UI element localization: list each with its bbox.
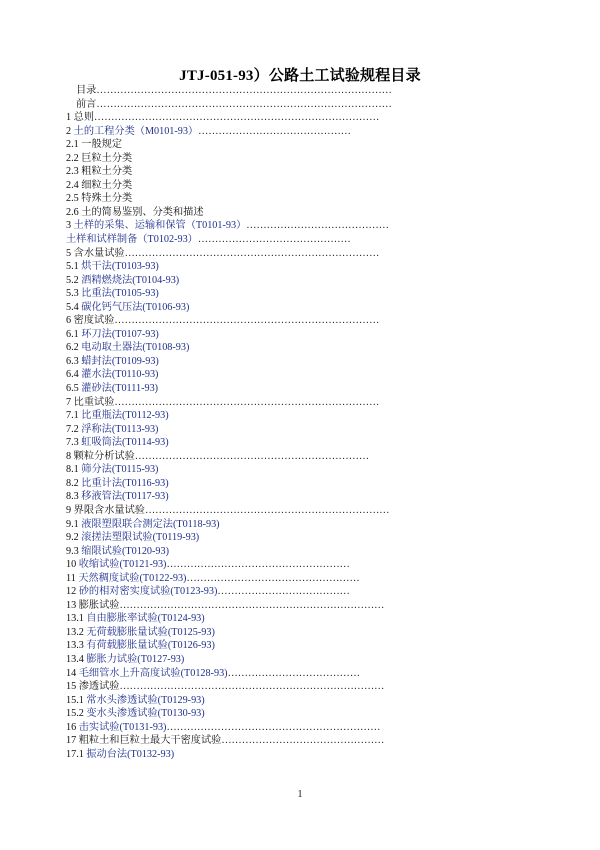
toc-entry-number: 5.2 (66, 274, 79, 286)
toc-entry-number: 15 (66, 681, 77, 693)
toc-leader-dots: ………………………………………………………………………… (94, 112, 380, 124)
toc-entry[interactable] (66, 287, 396, 301)
toc-entry-number: 13.2 (66, 626, 84, 638)
toc-entry[interactable] (66, 707, 396, 721)
toc-leader-dots: …………………………………………………………………… (114, 396, 380, 408)
toc-entry-link[interactable]: 收缩试验(T0121-93) (78, 559, 167, 571)
toc-entry-number: 6.4 (66, 369, 79, 381)
toc-entry-number: 11 (66, 572, 76, 584)
toc-entry-link[interactable]: 击实试验(T0131-93) (78, 721, 167, 733)
toc-entry[interactable] (66, 233, 396, 247)
toc-entry-label: 细粒土分类 (81, 179, 133, 191)
toc-entry[interactable] (66, 477, 396, 491)
toc-entry-link[interactable]: 常水头渗透试验(T0129-93) (86, 694, 205, 706)
toc-entry[interactable] (66, 572, 396, 586)
toc-entry-link[interactable]: 比重法(T0105-93) (81, 288, 159, 300)
toc-entry[interactable] (66, 721, 396, 735)
toc-leader-dots: ……………………………………………………… (166, 721, 381, 733)
toc-entry-number: 16 (66, 721, 77, 733)
toc-leader-dots: ………………………………………………………………… (124, 247, 380, 259)
toc-entry-number: 8.2 (66, 477, 79, 489)
toc-entry[interactable] (66, 219, 396, 233)
toc-leader-dots: ……………………………………………………………… (144, 504, 390, 516)
toc-entry-number: 15.1 (66, 694, 84, 706)
toc-entry[interactable] (66, 558, 396, 572)
toc-entry-link[interactable]: 比重计法(T0116-93) (81, 477, 169, 489)
toc-entry (66, 206, 396, 220)
toc-entry-link[interactable]: 缩限试验(T0120-93) (81, 545, 169, 557)
toc-entry-number: 13.1 (66, 613, 84, 625)
toc-entry-number: 1 (66, 112, 72, 124)
toc-entry-number: 6.3 (66, 355, 79, 367)
toc-entry-link[interactable]: 浮称法(T0113-93) (81, 423, 159, 435)
toc-entry[interactable] (66, 423, 396, 437)
toc-leader-dots: ………………………………… (227, 667, 361, 679)
toc-leader-dots: …………………………………………………………………… (114, 315, 380, 327)
toc-entry-number: 9.2 (66, 532, 79, 544)
toc-entry-label: 颗粒分析试验 (73, 450, 135, 462)
toc-entry-number: 15.2 (66, 708, 84, 720)
toc-entry-link[interactable]: 无荷载膨胀量试验(T0125-93) (86, 626, 215, 638)
toc-leader-dots: …………………………………………………………………………… (96, 85, 392, 96)
toc-entry[interactable] (66, 463, 396, 477)
toc-entry[interactable] (66, 409, 396, 423)
toc-entry (66, 314, 396, 328)
toc-entry[interactable] (66, 125, 396, 139)
toc-entry[interactable] (66, 585, 396, 599)
toc-entry-number: 2 (66, 125, 72, 137)
toc-entry-label: 总则 (73, 112, 95, 124)
toc-entry-number: 10 (66, 559, 77, 571)
toc-leader-dots: …………………………………………………………… (134, 450, 370, 462)
toc-entry[interactable] (66, 301, 396, 315)
toc-entry-link[interactable]: 电动取土器法(T0108-93) (81, 342, 190, 354)
table-of-contents (66, 84, 396, 761)
toc-entry-link[interactable]: 灌水法(T0110-93) (81, 369, 159, 381)
toc-entry-link[interactable]: 振动台法(T0132-93) (86, 748, 175, 760)
toc-entry-number: 7.2 (66, 423, 79, 435)
toc-entry (66, 504, 396, 518)
toc-entry-number: 2.6 (66, 206, 79, 218)
toc-entry-number: 13.4 (66, 653, 84, 665)
toc-entry (66, 192, 396, 206)
toc-entry (66, 98, 396, 112)
toc-entry-number: 5.1 (66, 261, 79, 273)
toc-entry-number: 8.1 (66, 464, 79, 476)
page-number: 1 (297, 789, 303, 800)
toc-entry (66, 152, 396, 166)
toc-entry (66, 111, 396, 125)
toc-entry-number: 5.3 (66, 288, 79, 300)
toc-entry (66, 84, 396, 98)
toc-entry-number: 2.3 (66, 166, 79, 178)
toc-leader-dots: …………………………………………… (186, 572, 360, 584)
toc-entry-link[interactable]: 土样和试样制备（T0102-93） (66, 234, 198, 246)
toc-entry[interactable] (66, 328, 396, 342)
toc-entry-link[interactable]: 虹吸筒法(T0114-93) (81, 437, 169, 449)
toc-entry (66, 680, 396, 694)
toc-entry-label: 一般规定 (81, 139, 123, 151)
toc-entry-number: 2.4 (66, 179, 79, 191)
toc-entry-number: 3 (66, 220, 72, 232)
toc-entry[interactable] (66, 382, 396, 396)
toc-entry[interactable] (66, 667, 396, 681)
toc-entry-label: 粗粒土和巨粒土最大干密度试验 (78, 735, 222, 747)
toc-entry[interactable] (66, 260, 396, 274)
toc-leader-dots: ………………………………………… (221, 735, 385, 747)
toc-entry-label: 目录 (76, 85, 97, 96)
toc-entry-number: 6 (66, 315, 72, 327)
toc-entry[interactable] (66, 518, 396, 532)
toc-entry-number: 17 (66, 735, 77, 747)
toc-entry (66, 179, 396, 193)
toc-entry (66, 138, 396, 152)
toc-entry-link[interactable]: 移液管法(T0117-93) (81, 491, 169, 503)
toc-entry-number: 2.5 (66, 193, 79, 205)
toc-entry-link[interactable]: 灌砂法(T0111-93) (81, 383, 159, 395)
toc-entry-link[interactable]: 砂的相对密实度试验(T0123-93) (78, 586, 218, 598)
toc-entry[interactable] (66, 355, 396, 369)
toc-leader-dots: …………………………………… (246, 220, 389, 232)
toc-entry[interactable] (66, 626, 396, 640)
toc-entry-number: 2.2 (66, 152, 79, 164)
toc-entry-label: 巨粒土分类 (81, 152, 133, 164)
toc-entry-label: 比重试验 (73, 396, 115, 408)
toc-entry (66, 247, 396, 261)
toc-entry-link[interactable]: 毛细管水上升高度试验(T0128-93) (78, 667, 228, 679)
toc-entry-number: 9.1 (66, 518, 79, 530)
toc-leader-dots: ……………………………………………… (166, 559, 350, 571)
toc-entry-label: 含水量试验 (73, 247, 125, 259)
toc-entry[interactable] (66, 748, 396, 762)
toc-entry[interactable] (66, 612, 396, 626)
toc-entry[interactable] (66, 274, 396, 288)
toc-entry[interactable] (66, 639, 396, 653)
toc-entry-link[interactable]: 自由膨胀率试验(T0124-93) (86, 613, 205, 625)
toc-entry-label: 渗透试验 (78, 681, 120, 693)
toc-entry-link[interactable]: 筛分法(T0115-93) (81, 464, 159, 476)
document-title: JTJ-051-93）公路土工试验规程目录 (179, 68, 421, 84)
toc-entry-link[interactable]: 膨胀力试验(T0127-93) (86, 653, 185, 665)
toc-entry-link[interactable]: 滚搓法塑限试验(T0119-93) (81, 532, 200, 544)
toc-entry (66, 599, 396, 613)
toc-entry-label: 特殊土分类 (81, 193, 133, 205)
toc-entry-number: 2.1 (66, 139, 79, 151)
toc-entry[interactable] (66, 545, 396, 559)
toc-entry (66, 450, 396, 464)
toc-entry (66, 396, 396, 410)
toc-entry-number: 6.2 (66, 342, 79, 354)
toc-entry-number: 9.3 (66, 545, 79, 557)
toc-entry[interactable] (66, 368, 396, 382)
toc-entry-number: 12 (66, 586, 77, 598)
toc-entry-label: 土的简易鉴别、分类和描述 (81, 206, 204, 218)
toc-entry-number: 7.1 (66, 410, 79, 422)
toc-entry-number: 5.4 (66, 301, 79, 313)
toc-entry-label: 粗粒土分类 (81, 166, 133, 178)
toc-entry-link[interactable]: 土的工程分类（M0101-93） (73, 125, 199, 137)
toc-entry-label: 膨胀试验 (78, 599, 120, 611)
toc-leader-dots: ………………………………… (217, 586, 350, 598)
toc-entry-link[interactable]: 土样的采集、运输和保管（T0101-93） (73, 220, 247, 232)
toc-entry[interactable] (66, 531, 396, 545)
toc-entry-number: 8 (66, 450, 72, 462)
toc-entry-label: 密度试验 (73, 315, 115, 327)
toc-leader-dots: ……………………………………… (197, 234, 351, 246)
toc-entry-link[interactable]: 酒精燃烧法(T0104-93) (81, 274, 180, 286)
toc-entry-label: 前言 (76, 98, 97, 110)
toc-entry-number: 7 (66, 396, 72, 408)
toc-entry-number: 7.3 (66, 437, 79, 449)
toc-entry-number: 14 (66, 667, 77, 679)
toc-entry-number: 17.1 (66, 748, 84, 760)
toc-leader-dots: ……………………………………… (198, 125, 351, 137)
toc-entry-link[interactable]: 蜡封法(T0109-93) (81, 355, 159, 367)
toc-entry-number: 6.5 (66, 383, 79, 395)
toc-leader-dots: …………………………………………………………………… (119, 681, 385, 693)
toc-entry-number: 8.3 (66, 491, 79, 503)
toc-entry[interactable] (66, 436, 396, 450)
toc-entry-link[interactable]: 变水头渗透试验(T0130-93) (86, 708, 205, 720)
toc-entry-link[interactable]: 碳化钙气压法(T0106-93) (81, 301, 190, 313)
toc-entry[interactable] (66, 653, 396, 667)
toc-entry-number: 6.1 (66, 328, 79, 340)
toc-entry-link[interactable]: 比重瓶法(T0112-93) (81, 410, 169, 422)
toc-leader-dots: …………………………………………………………………… (119, 599, 385, 611)
toc-entry (66, 165, 396, 179)
toc-entry-number: 9 (66, 504, 72, 516)
toc-entry[interactable] (66, 490, 396, 504)
toc-entry-number: 13.3 (66, 640, 84, 652)
toc-leader-dots: …………………………………………………………………………… (96, 98, 392, 110)
toc-entry[interactable] (66, 341, 396, 355)
toc-entry-link[interactable]: 天然稠度试验(T0122-93) (78, 572, 187, 584)
toc-entry-link[interactable]: 环刀法(T0107-93) (81, 328, 159, 340)
toc-entry-link[interactable]: 液限塑限联合测定法(T0118-93) (81, 518, 220, 530)
toc-entry[interactable] (66, 694, 396, 708)
toc-entry-number: 13 (66, 599, 77, 611)
toc-entry-link[interactable]: 烘干法(T0103-93) (81, 261, 159, 273)
toc-entry-number: 5 (66, 247, 72, 259)
toc-entry-label: 界限含水量试验 (73, 504, 145, 516)
toc-entry (66, 734, 396, 748)
toc-entry-link[interactable]: 有荷载膨胀量试验(T0126-93) (86, 640, 215, 652)
